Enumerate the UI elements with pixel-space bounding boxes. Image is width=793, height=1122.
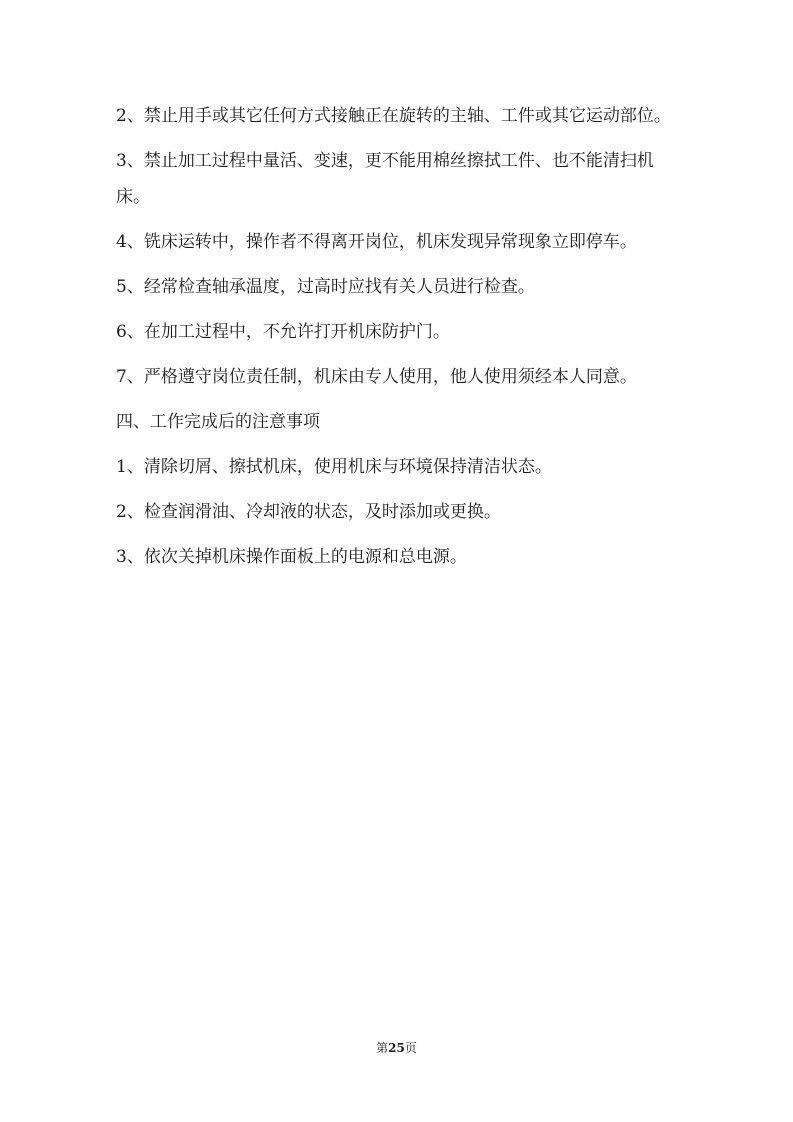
paragraph-item-2b: 2、检查润滑油、冷却液的状态，及时添加或更换。 [116, 502, 501, 522]
page-number: 25 [388, 1041, 405, 1055]
page-number-suffix: 页 [404, 1041, 417, 1055]
paragraph-item-5: 5、经常检查轴承温度，过高时应找有关人员进行检查。 [116, 277, 535, 297]
section-heading: 四、工作完成后的注意事项 [116, 412, 320, 432]
paragraph-item-2: 2、禁止用手或其它任何方式接触正在旋转的主轴、工件或其它运动部位。 [116, 106, 671, 126]
paragraph-item-1: 1、清除切屑、擦拭机床，使用机床与环境保持清洁状态。 [116, 457, 552, 477]
paragraph-item-6: 6、在加工过程中，不允许打开机床防护门。 [116, 322, 450, 342]
document-body [116, 98, 686, 584]
paragraph-item-7: 7、严格遵守岗位责任制，机床由专人使用，他人使用须经本人同意。 [116, 367, 637, 387]
paragraph-item-3b: 3、依次关掉机床操作面板上的电源和总电源。 [116, 547, 467, 567]
page-footer [0, 1040, 793, 1056]
paragraph-item-3: 3、禁止加工过程中量活、变速，更不能用棉丝擦拭工件、也不能清扫机床。 [116, 151, 654, 207]
page-number-prefix: 第 [376, 1041, 389, 1055]
paragraph-item-4: 4、铣床运转中，操作者不得离开岗位，机床发现异常现象立即停车。 [116, 232, 637, 252]
